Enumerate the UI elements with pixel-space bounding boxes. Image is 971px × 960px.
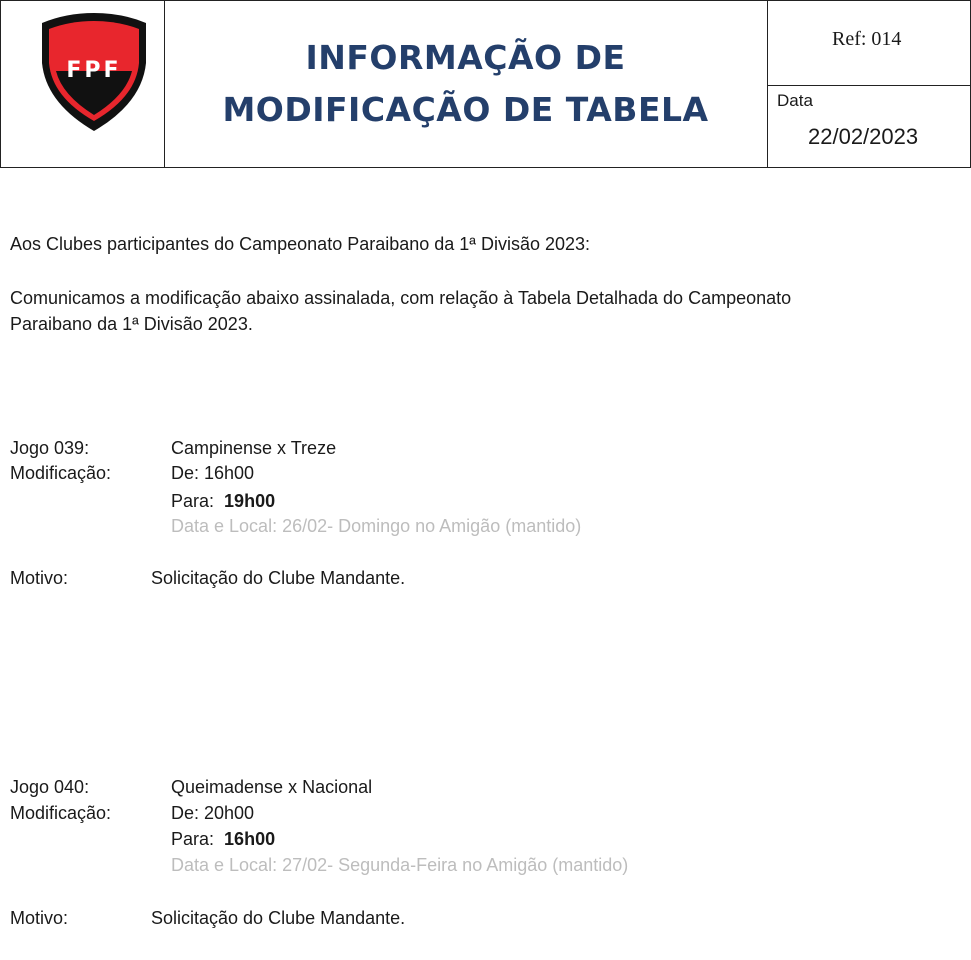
game-match: Campinense x Treze <box>171 438 337 458</box>
modification-label: Modificação: <box>10 803 112 823</box>
logo-cell <box>1 1 165 167</box>
date-label: Data <box>777 91 813 110</box>
game-label: Jogo 039: <box>10 438 90 458</box>
time-to-value: 16h00 <box>224 829 276 849</box>
reason-label: Motivo: <box>10 908 69 928</box>
intro-body-line-1: Comunicamos a modificação abaixo assinalada, com relação à Tabela Detalhada do Campeonato <box>10 288 792 308</box>
date-cell <box>767 86 971 167</box>
logo-text: FPF <box>66 58 122 83</box>
reason-text: Solicitação do Clube Mandante. <box>151 568 406 588</box>
game-match: Queimadense x Nacional <box>171 777 373 797</box>
date-location: Data e Local: 27/02- Segunda-Feira no Amigão (mantido) <box>171 855 629 875</box>
date-location: Data e Local: 26/02- Domingo no Amigão (mantido) <box>171 516 582 536</box>
time-to <box>171 827 275 851</box>
greeting: Aos Clubes participantes do Campeonato Paraibano da 1ª Divisão 2023: <box>10 234 591 254</box>
reason-label: Motivo: <box>10 568 69 588</box>
time-to-label: Para: <box>171 491 215 511</box>
reference-number: Ref: 014 <box>832 28 902 50</box>
time-to <box>171 489 275 513</box>
title-line-1: INFORMAÇÃO DE <box>305 38 626 77</box>
document-header <box>0 0 971 168</box>
modification-label: Modificação: <box>10 463 112 483</box>
time-from: De: 20h00 <box>171 803 255 823</box>
title-cell <box>164 1 767 167</box>
reason-text: Solicitação do Clube Mandante. <box>151 908 406 928</box>
ref-cell <box>767 1 971 86</box>
fpf-shield-logo <box>38 11 150 133</box>
time-to-value: 19h00 <box>224 491 276 511</box>
time-to-label: Para: <box>171 829 215 849</box>
title-line-2: MODIFICAÇÃO DE TABELA <box>222 90 709 129</box>
intro-body-line-2: Paraibano da 1ª Divisão 2023. <box>10 314 253 334</box>
time-from: De: 16h00 <box>171 463 255 483</box>
date-value: 22/02/2023 <box>808 124 919 149</box>
game-label: Jogo 040: <box>10 777 90 797</box>
